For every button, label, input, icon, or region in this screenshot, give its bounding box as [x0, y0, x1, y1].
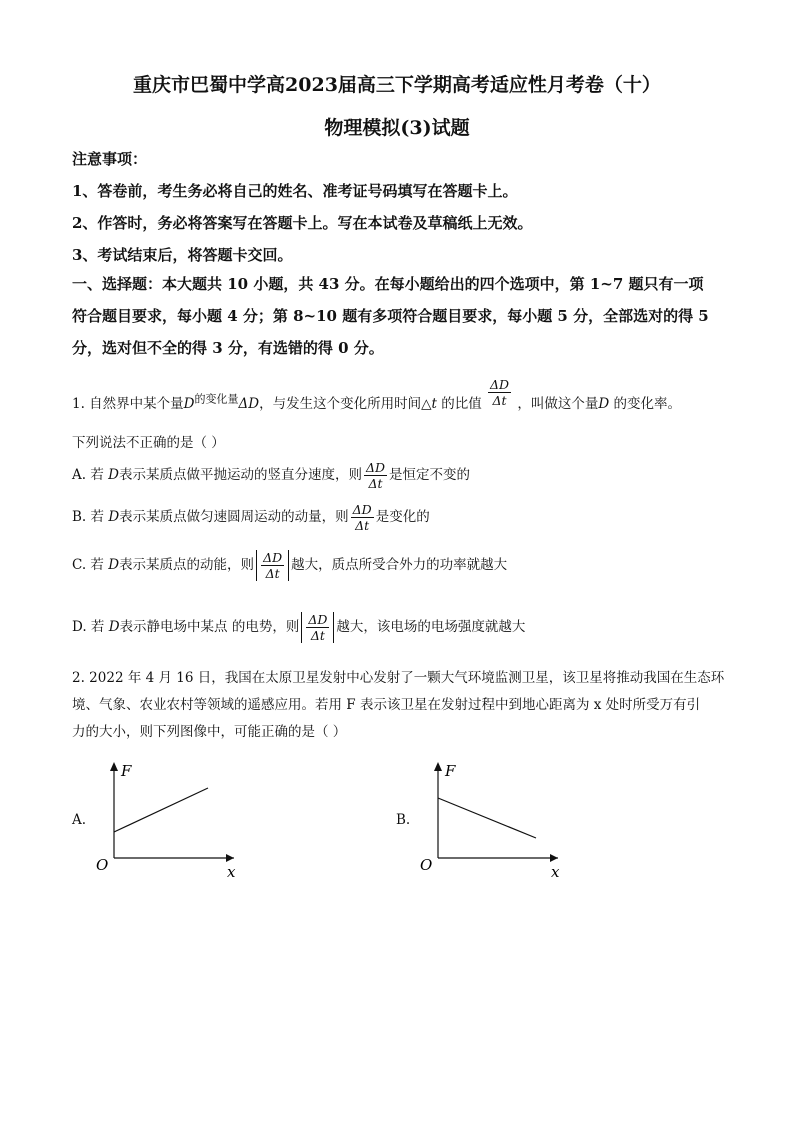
q1-stem-line2: 下列说法不正确的是（ ） — [72, 435, 225, 451]
notes-item-1: 1、答卷前，考生务必将自己的姓名、准考证号码填写在答题卡上。 — [72, 182, 518, 200]
q1-stem-d: 的比值 — [436, 396, 482, 412]
option-text: 表示某质点的动能，则 — [119, 557, 255, 573]
option-fraction — [306, 612, 329, 643]
q1-stem-a: 1. 自然界中某个量 — [72, 396, 184, 412]
option-fraction — [364, 460, 387, 491]
option-abs-value — [301, 612, 334, 643]
y-axis-label: F — [121, 762, 132, 780]
option-text: 表示静电场中某点 的电势，则 — [119, 619, 300, 635]
notes-heading: 注意事项： — [72, 150, 148, 168]
fraction-denominator: Δt — [310, 628, 325, 643]
fraction-denominator: Δt — [355, 518, 370, 533]
fraction-numerator: ΔD — [308, 612, 328, 627]
q2-line-3: 力的大小，则下列图像中，可能正确的是（ ） — [72, 724, 347, 740]
q2-graph-b — [412, 758, 572, 883]
y-axis-arrow — [110, 762, 118, 771]
exam-title: 重庆市巴蜀中学高2023届高三下学期高考适应性月考卷（十） — [133, 74, 661, 96]
q1-option-b — [72, 502, 430, 533]
q1-var-d-2: D — [598, 396, 610, 412]
fraction-denominator: Δt — [492, 393, 507, 408]
exam-subtitle: 物理模拟(3)试题 — [324, 117, 470, 139]
fraction-numerator: ΔD — [490, 377, 510, 392]
notes-item-2: 2、作答时，务必将答案写在答题卡上。写在本试卷及草稿纸上无效。 — [72, 214, 533, 232]
origin-label: O — [420, 856, 433, 874]
x-axis-arrow — [226, 854, 234, 862]
y-axis-arrow — [434, 762, 442, 771]
option-prefix: A. 若 — [72, 467, 104, 483]
option-text-end: 越大，该电场的电场强度就越大 — [336, 619, 526, 635]
option-var: D — [108, 509, 120, 525]
option-text: 表示某质点做匀速圆周运动的动量，则 — [119, 509, 349, 525]
notes-item-3: 3、考试结束后，将答题卡交回。 — [72, 246, 293, 264]
fraction-numerator: ΔD — [365, 460, 386, 475]
q1-stem-f: 的变化率。 — [609, 396, 681, 412]
option-fraction — [351, 502, 374, 533]
q2-line-2: 境、气象、农业农村等领域的遥感应用。若用 F 表示该卫星在发射过程中到地心距离为 x 处时所受万有引 — [72, 697, 701, 713]
section1-line-2: 符合题目要求，每小题 4 分；第 8~10 题有多项符合题目要求，每小题 5 分，全部选对的得 5 — [72, 307, 709, 325]
graph-a-line — [114, 788, 208, 832]
q2-stem — [72, 665, 724, 746]
option-var: D — [108, 467, 119, 483]
q1-ratio-fraction — [488, 377, 511, 408]
option-prefix: C. 若 — [72, 557, 104, 573]
graph-b-line — [438, 798, 536, 838]
x-axis-arrow — [550, 854, 558, 862]
x-axis-label: x — [551, 863, 560, 881]
q1-option-d — [72, 612, 525, 643]
q1-var-t: t — [431, 396, 437, 412]
option-text-end: 是变化的 — [375, 509, 430, 525]
section1-line-3: 分，选对但不全的得 3 分，有选错的得 0 分。 — [72, 339, 384, 357]
option-text-end: 是恒定不变的 — [389, 467, 471, 483]
option-prefix: B. 若 — [72, 509, 105, 525]
fraction-numerator: ΔD — [263, 550, 283, 565]
section1-line-1: 一、选择题：本大题共 10 小题，共 43 分。在每小题给出的四个选项中，第 1~7 题只有一项 — [72, 275, 704, 293]
fraction-denominator: Δt — [265, 566, 280, 581]
q1-option-a — [72, 460, 470, 491]
q2-graph-b-label: B. — [396, 812, 411, 828]
q1-var-d: D — [183, 396, 195, 412]
q2-line-1: 2. 2022 年 4 月 16 日，我国在太原卫星发射中心发射了一颗大气环境监测卫星，该卫星将推动我国在生态环 — [72, 670, 725, 686]
fraction-denominator: Δt — [368, 476, 383, 491]
y-axis-label: F — [445, 762, 456, 780]
q1-stem-e: ，叫做这个量 — [517, 396, 599, 412]
q1-delta-d: ΔD — [238, 396, 260, 412]
section1-instructions — [72, 268, 724, 364]
x-axis-label: x — [227, 863, 236, 881]
q2-graph-a-label: A. — [72, 812, 87, 828]
q2-graph-a — [88, 758, 248, 883]
option-prefix: D. 若 — [72, 619, 105, 635]
q1-stem-c: ，与发生这个变化所用时间△ — [259, 396, 432, 412]
option-text-end: 越大，质点所受合外力的功率就越大 — [291, 557, 508, 573]
q1-option-c — [72, 550, 507, 581]
option-var: D — [108, 619, 120, 635]
option-fraction — [261, 550, 284, 581]
option-abs-value — [256, 550, 289, 581]
q1-stem-b: 的变化量 — [194, 392, 239, 406]
origin-label: O — [96, 856, 109, 874]
fraction-numerator: ΔD — [352, 502, 372, 517]
option-text: 表示某质点做平抛运动的竖直分速度，则 — [118, 467, 362, 483]
option-var: D — [108, 557, 120, 573]
